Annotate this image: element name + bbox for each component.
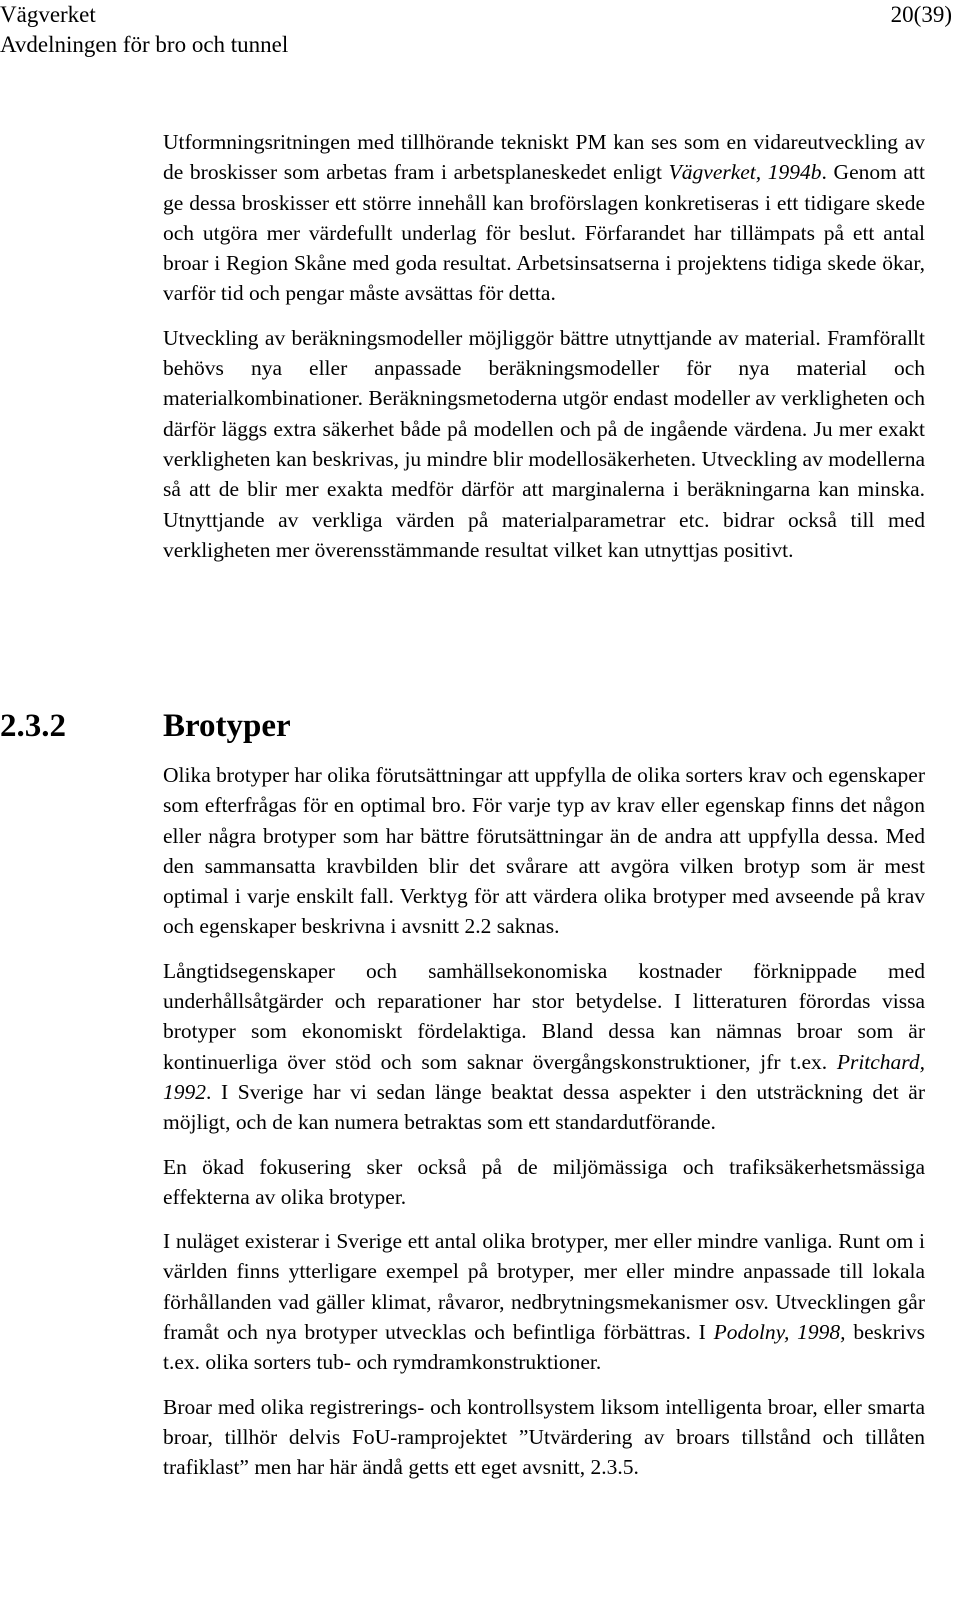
header-right — [891, 0, 952, 30]
section-paragraph-1: Olika brotyper har olika förutsättningar att uppfylla de olika sorters krav och egenskaper som efterfrågas för en optimal bro. För varje typ av krav eller egenskap finns det någon eller några brotyper som har bättre förutsättningar än de andra att uppfylla dessa. Med den sammansatta kravbilden blir det svårare att avgöra vilken brotyp som är mest optimal i varje enskilt fall. Verktyg för att värdera olika brotyper med avseende på krav och egenskaper beskrivna i avsnitt 2.2 saknas. — [163, 763, 925, 939]
header-department: Avdelningen för bro och tunnel — [0, 32, 289, 57]
section-p2-text-b: . I Sverige har vi sedan länge beaktat dessa aspekter i den utsträckning det är möjligt, och de kan numera betraktas som ett standardutförande. — [163, 1079, 925, 1135]
section-heading — [0, 706, 960, 746]
header-left — [0, 0, 288, 60]
intro-paragraph-2: Utveckling av beräkningsmodeller möjliggör bättre utnyttjande av material. Framförallt behövs nya eller anpassade beräkningsmodeller för nya material och materialkombinationer. Beräkningsmetoderna utgör endast modeller av verkligheten och därför läggs extra säkerhet både på modellen och på de ingående värdena. Ju mer exakt verkligheten kan beskrivas, ju mindre blir modellosäkerheten. Utveckling av modellerna så att de blir mer exakta medför därför att marginalerna i beräkningarna kan minska. Utnyttjande av verkliga värden på materialparametrar etc. bidrar också till med verkligheten mer överensstämmande resultat vilket kan utnyttjas positivt. — [163, 325, 925, 562]
section-title: Brotyper — [163, 708, 291, 744]
section-p2-text-a: Långtidsegenskaper och samhällsekonomiska kostnader förknippade med underhållsåtgärder och reparationer har stor betydelse. I litteraturen förordas vissa brotyper som ekonomiskt fördelaktiga. Bland dessa kan nämnas broar som är kontinuerliga över stöd och som saknar övergångskonstruktioner, jfr t.ex. — [163, 958, 925, 1074]
section-paragraph-4 — [163, 1226, 925, 1377]
intro-p1-text-b: . Genom att ge dessa broskisser ett större innehåll kan broförslagen konkretiseras i ett tidigare skede och utgöra mer värdefullt underlag för beslut. Förfarandet har tillämpats på ett antal broar i Region Skåne med goda resultat. Arbetsinsatserna i projektens tidiga skede ökar, varför tid och pengar måste avsättas för detta. — [163, 160, 925, 306]
header-org: Vägverket — [0, 2, 96, 27]
intro-paragraph-1 — [163, 127, 925, 309]
section-paragraph-2 — [163, 956, 925, 1138]
intro-p1-text-a: Utformningsritningen med tillhörande tekniskt PM kan ses som en vidareutveckling av de broskisser som arbetas fram i arbetsplaneskedet enligt — [163, 130, 925, 185]
page-header — [0, 0, 960, 60]
section-paragraph-5: Broar med olika registrerings- och kontrollsystem liksom intelligenta broar, eller smarta broar, tillhör delvis FoU-ramprojektet ”Utvärdering av broars tillstånd och tillåten trafiklast” men har här ändå getts ett eget avsnitt, 2.3.5. — [163, 1394, 925, 1480]
section-p4-reference: Podolny, 1998, — [713, 1320, 846, 1345]
section-number: 2.3.2 — [0, 708, 66, 744]
intro-p1-reference: Vägverket, 1994b — [668, 160, 822, 185]
section-p2-reference: Pritchard, 1992 — [163, 1049, 925, 1104]
section-text — [163, 760, 925, 1497]
section-p4-text-a: I nuläget existerar i Sverige ett antal olika brotyper, mer eller mindre vanliga. Runt om i världen finns ytterligare exempel på brotyper, mer eller mindre anpassade till lokala förhållanden vad gäller klimat, råvaror, nedbrytningsmekanismer osv. Utvecklingen går framåt och nya brotyper utvecklas och befintliga förbättras. I — [163, 1229, 925, 1345]
intro-text — [163, 127, 925, 579]
page-number: 20(39) — [890, 2, 952, 27]
section-p4-text-b: beskrivs t.ex. olika sorters tub- och rymdramkonstruktioner. — [163, 1320, 925, 1375]
section-paragraph-3: En ökad fokusering sker också på de miljömässiga och trafiksäkerhetsmässiga effekterna av olika brotyper. — [163, 1154, 925, 1209]
